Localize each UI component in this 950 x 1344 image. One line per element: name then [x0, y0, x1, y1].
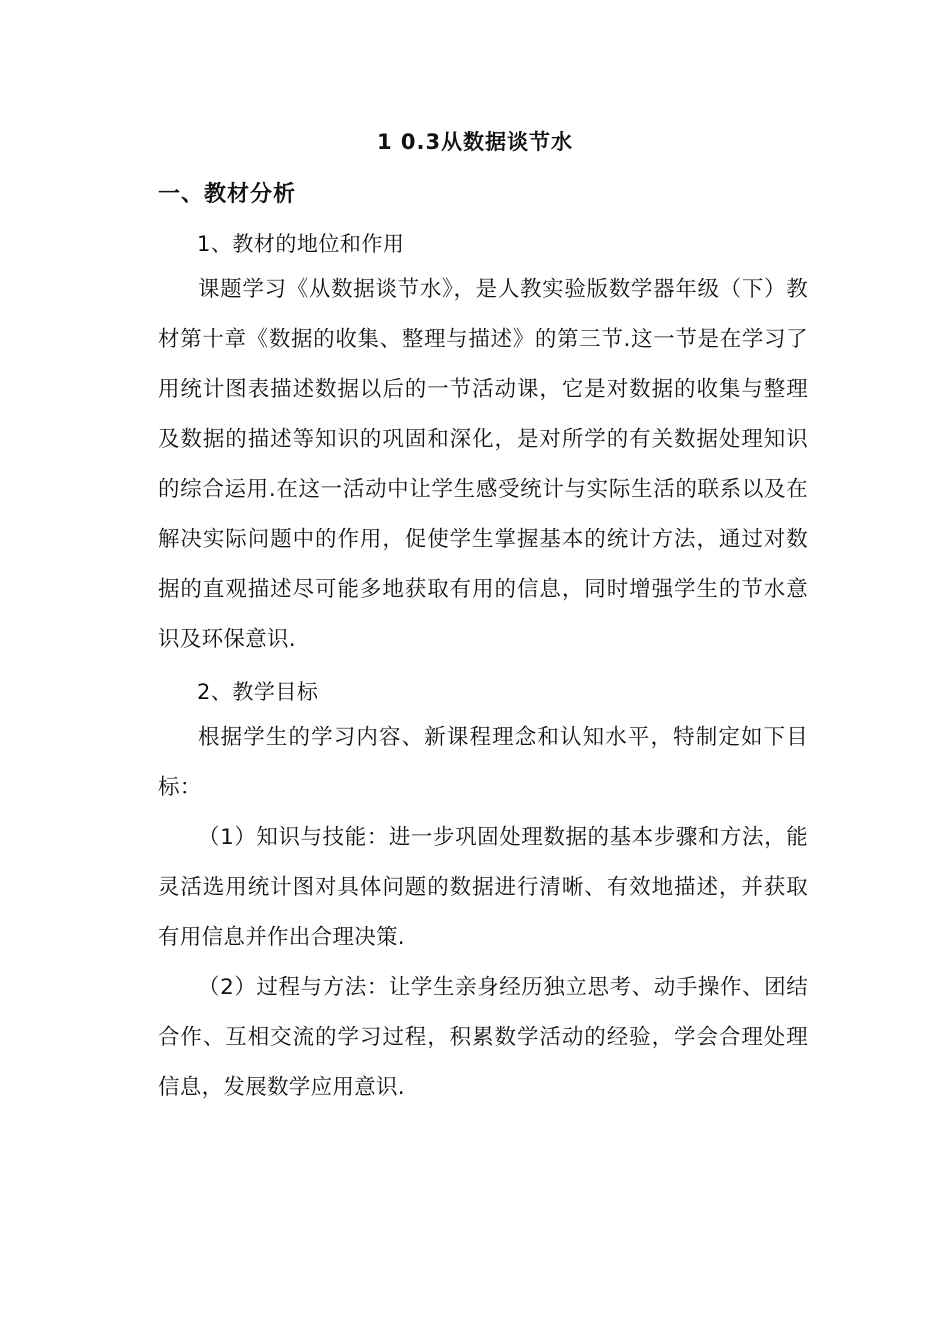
document-title: 1 0.3从数据谈节水	[376, 130, 574, 154]
subsection-heading-1: 1、教材的地位和作用	[197, 232, 405, 256]
paragraph-goals-intro: 根据学生的学习内容、新课程理念和认知水平，特制定如下目标：	[158, 725, 808, 800]
section-heading: 一、教材分析	[158, 182, 297, 207]
goal-process-methods: （2）过程与方法：让学生亲身经历独立思考、动手操作、团结合作、互相交流的学习过程，积累数学活动的经验，学会合理处理信息，发展数学应用意识.	[158, 975, 808, 1100]
goal-knowledge-skills: （1）知识与技能：进一步巩固处理数据的基本步骤和方法，能灵活选用统计图对具体问题的数据进行清晰、有效地描述，并获取有用信息并作出合理决策.	[158, 825, 808, 950]
paragraph-role-of-material: 课题学习《从数据谈节水》，是人教实验版数学器年级（下）教材第十章《数据的收集、整理与描述》的第三节.这一节是在学习了用统计图表描述数据以后的一节活动课，它是对数据的收集与整理及数据的描述等知识的巩固和深化，是对所学的有关数据处理知识的综合运用.在这一活动中让学生感受统计与实际生活的联系以及在解决实际问题中的作用，促使学生掌握基本的统计方法，通过对数据的直观描述尽可能多地获取有用的信息，同时增强学生的节水意识及环保意识.	[158, 277, 808, 652]
subsection-heading-2: 2、教学目标	[197, 680, 319, 704]
